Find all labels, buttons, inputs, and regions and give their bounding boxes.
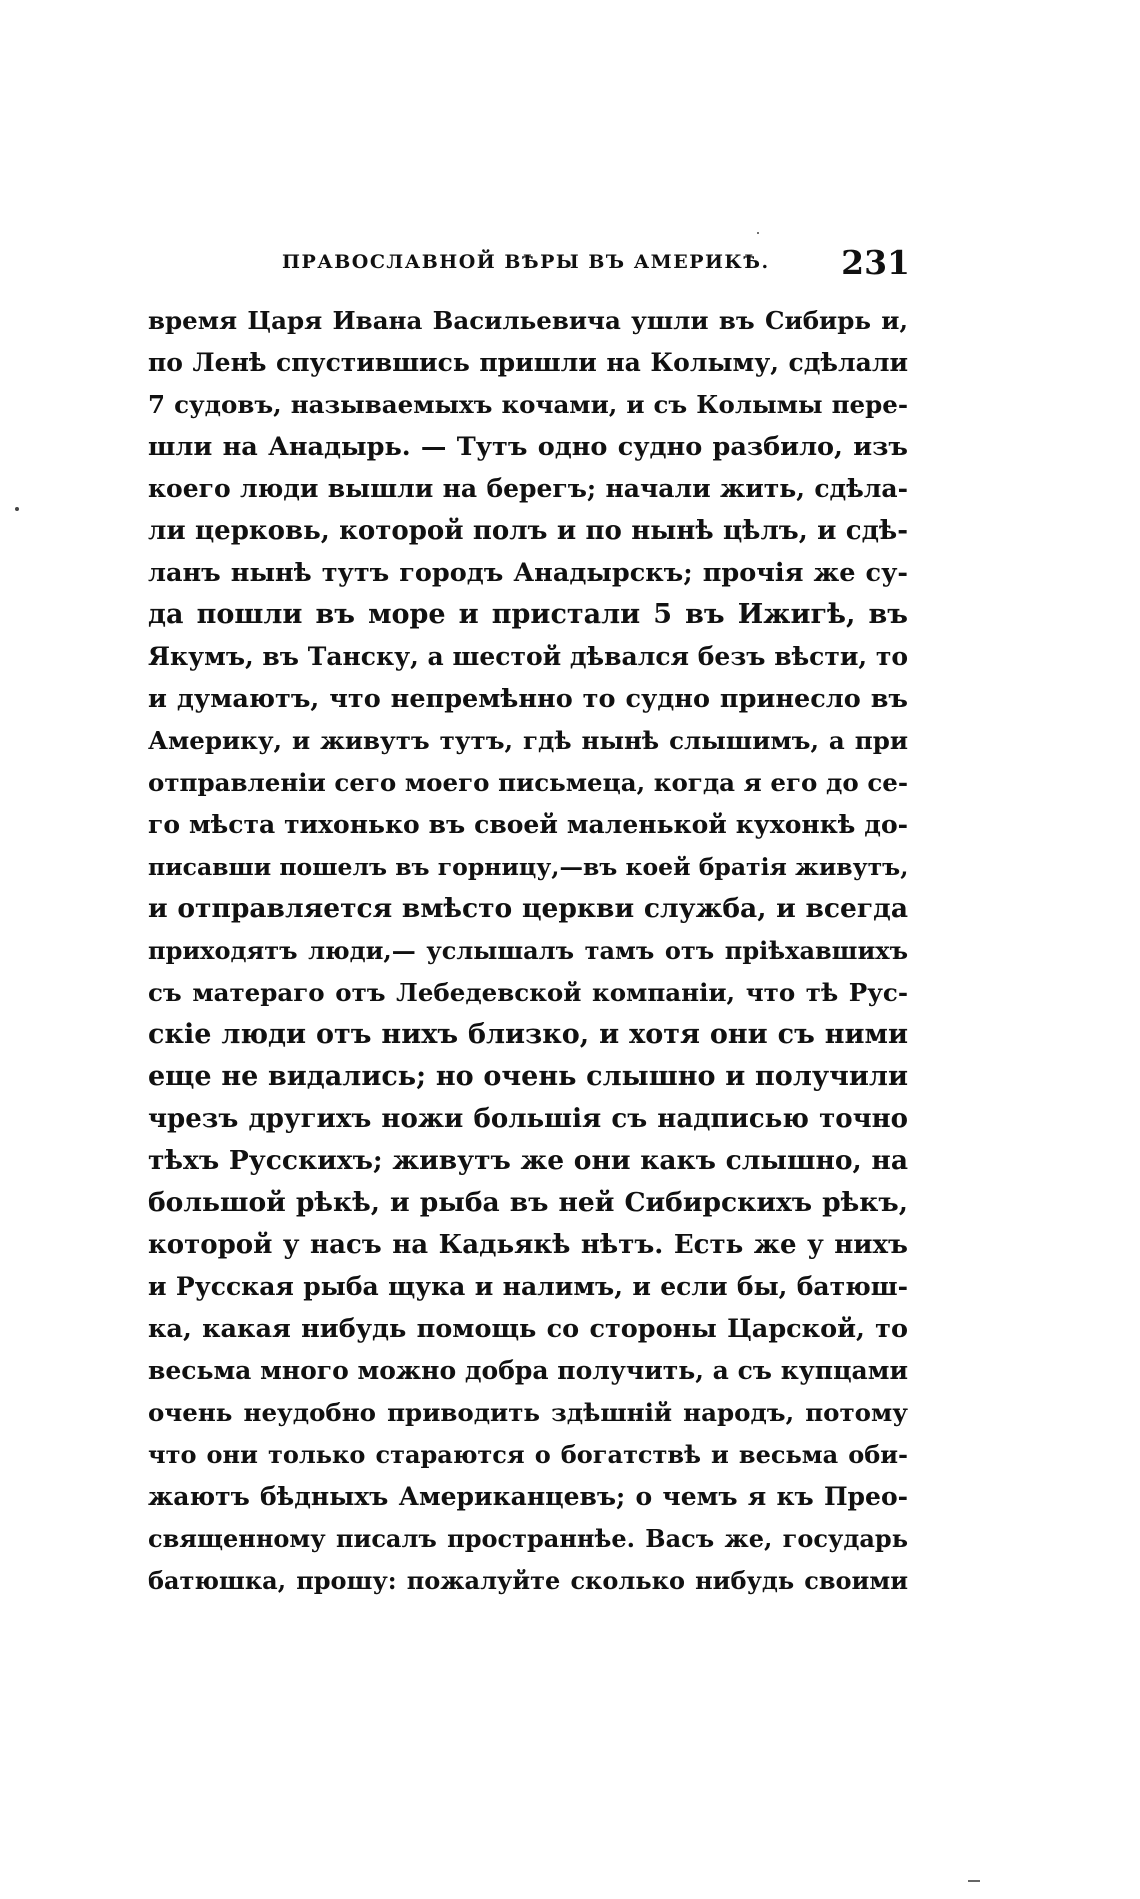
- text-line: ка, какая нибудь помощь со стороны Царской, то: [148, 1314, 908, 1344]
- text-line: очень неудобно приводить здѣшній народъ, потому: [148, 1398, 908, 1427]
- text-line: писавши пошелъ въ горницу,—въ коей братія живутъ,: [148, 853, 909, 881]
- scan-speck: [757, 232, 759, 234]
- text-line: съ матераго отъ Лебедевской компаніи, что тѣ Рус-: [148, 978, 908, 1007]
- text-line: еще не видались; но очень слышно и получили: [148, 1061, 908, 1092]
- text-line: и отправляется вмѣсто церкви служба, и всегда: [148, 893, 908, 924]
- text-line: батюшка, прошу: пожалуйте сколько нибудь своими: [148, 1566, 908, 1595]
- text-line: приходятъ люди,— услышалъ тамъ отъ пріѣхавшихъ: [148, 936, 908, 965]
- text-line: ланъ нынѣ тутъ городъ Анадырскъ; прочія же су-: [148, 558, 908, 588]
- text-line: и думаютъ, что непремѣнно то судно принесло въ: [148, 684, 908, 714]
- text-line: жаютъ бѣдныхъ Американцевъ; о чемъ я къ Прео-: [148, 1482, 908, 1511]
- text-line: которой у насъ на Кадьякѣ нѣтъ. Есть же у нихъ: [148, 1230, 908, 1260]
- page-number: 231: [841, 243, 910, 282]
- text-line: Америку, и живутъ тутъ, гдѣ нынѣ слышимъ, а при: [148, 726, 908, 755]
- text-line: и Русская рыба щука и налимъ, и если бы, батюш-: [148, 1272, 908, 1301]
- text-line: священному писалъ пространнѣе. Васъ же, государь: [148, 1524, 908, 1553]
- text-line: отправленіи сего моего письмеца, когда я его до се-: [148, 768, 908, 797]
- running-title: ПРАВОСЛАВНОЙ ВѢРЫ ВЪ АМЕРИКѢ.: [282, 251, 770, 273]
- scan-speck: [15, 507, 19, 511]
- text-line: большой рѣкѣ, и рыба въ ней Сибирскихъ рѣкъ,: [148, 1187, 908, 1218]
- text-line: по Ленѣ спустившись пришли на Колыму, сдѣлали: [148, 348, 908, 377]
- text-line: время Царя Ивана Васильевича ушли въ Сибирь и,: [148, 306, 908, 335]
- scan-edge-mark: [968, 1880, 980, 1882]
- text-line: скіе люди отъ нихъ близко, и хотя они съ ними: [148, 1019, 908, 1050]
- body-text: [148, 300, 908, 1602]
- running-header: [282, 243, 910, 283]
- text-line: что они только стараются о богатствѣ и весьма оби-: [148, 1440, 908, 1469]
- text-line: коего люди вышли на берегъ; начали жить, сдѣла-: [148, 474, 908, 503]
- text-line: 7 судовъ, называемыхъ кочами, и съ Колымы пере-: [148, 390, 908, 419]
- text-line: го мѣста тихонько въ своей маленькой кухонкѣ до-: [148, 810, 908, 839]
- text-line: весьма много можно добра получить, а съ купцами: [148, 1356, 908, 1385]
- text-line: чрезъ другихъ ножи большія съ надписью точно: [148, 1104, 908, 1134]
- text-line: тѣхъ Русскихъ; живутъ же они какъ слышно, на: [148, 1145, 908, 1176]
- text-line: Якумъ, въ Танску, а шестой дѣвался безъ вѣсти, то: [148, 642, 908, 671]
- text-line: шли на Анадырь. — Тутъ одно судно разбило, изъ: [148, 432, 908, 462]
- text-line: ли церковь, которой полъ и по нынѣ цѣлъ, и сдѣ-: [148, 516, 908, 546]
- text-line: да пошли въ море и пристали 5 въ Ижигѣ, въ: [148, 599, 908, 630]
